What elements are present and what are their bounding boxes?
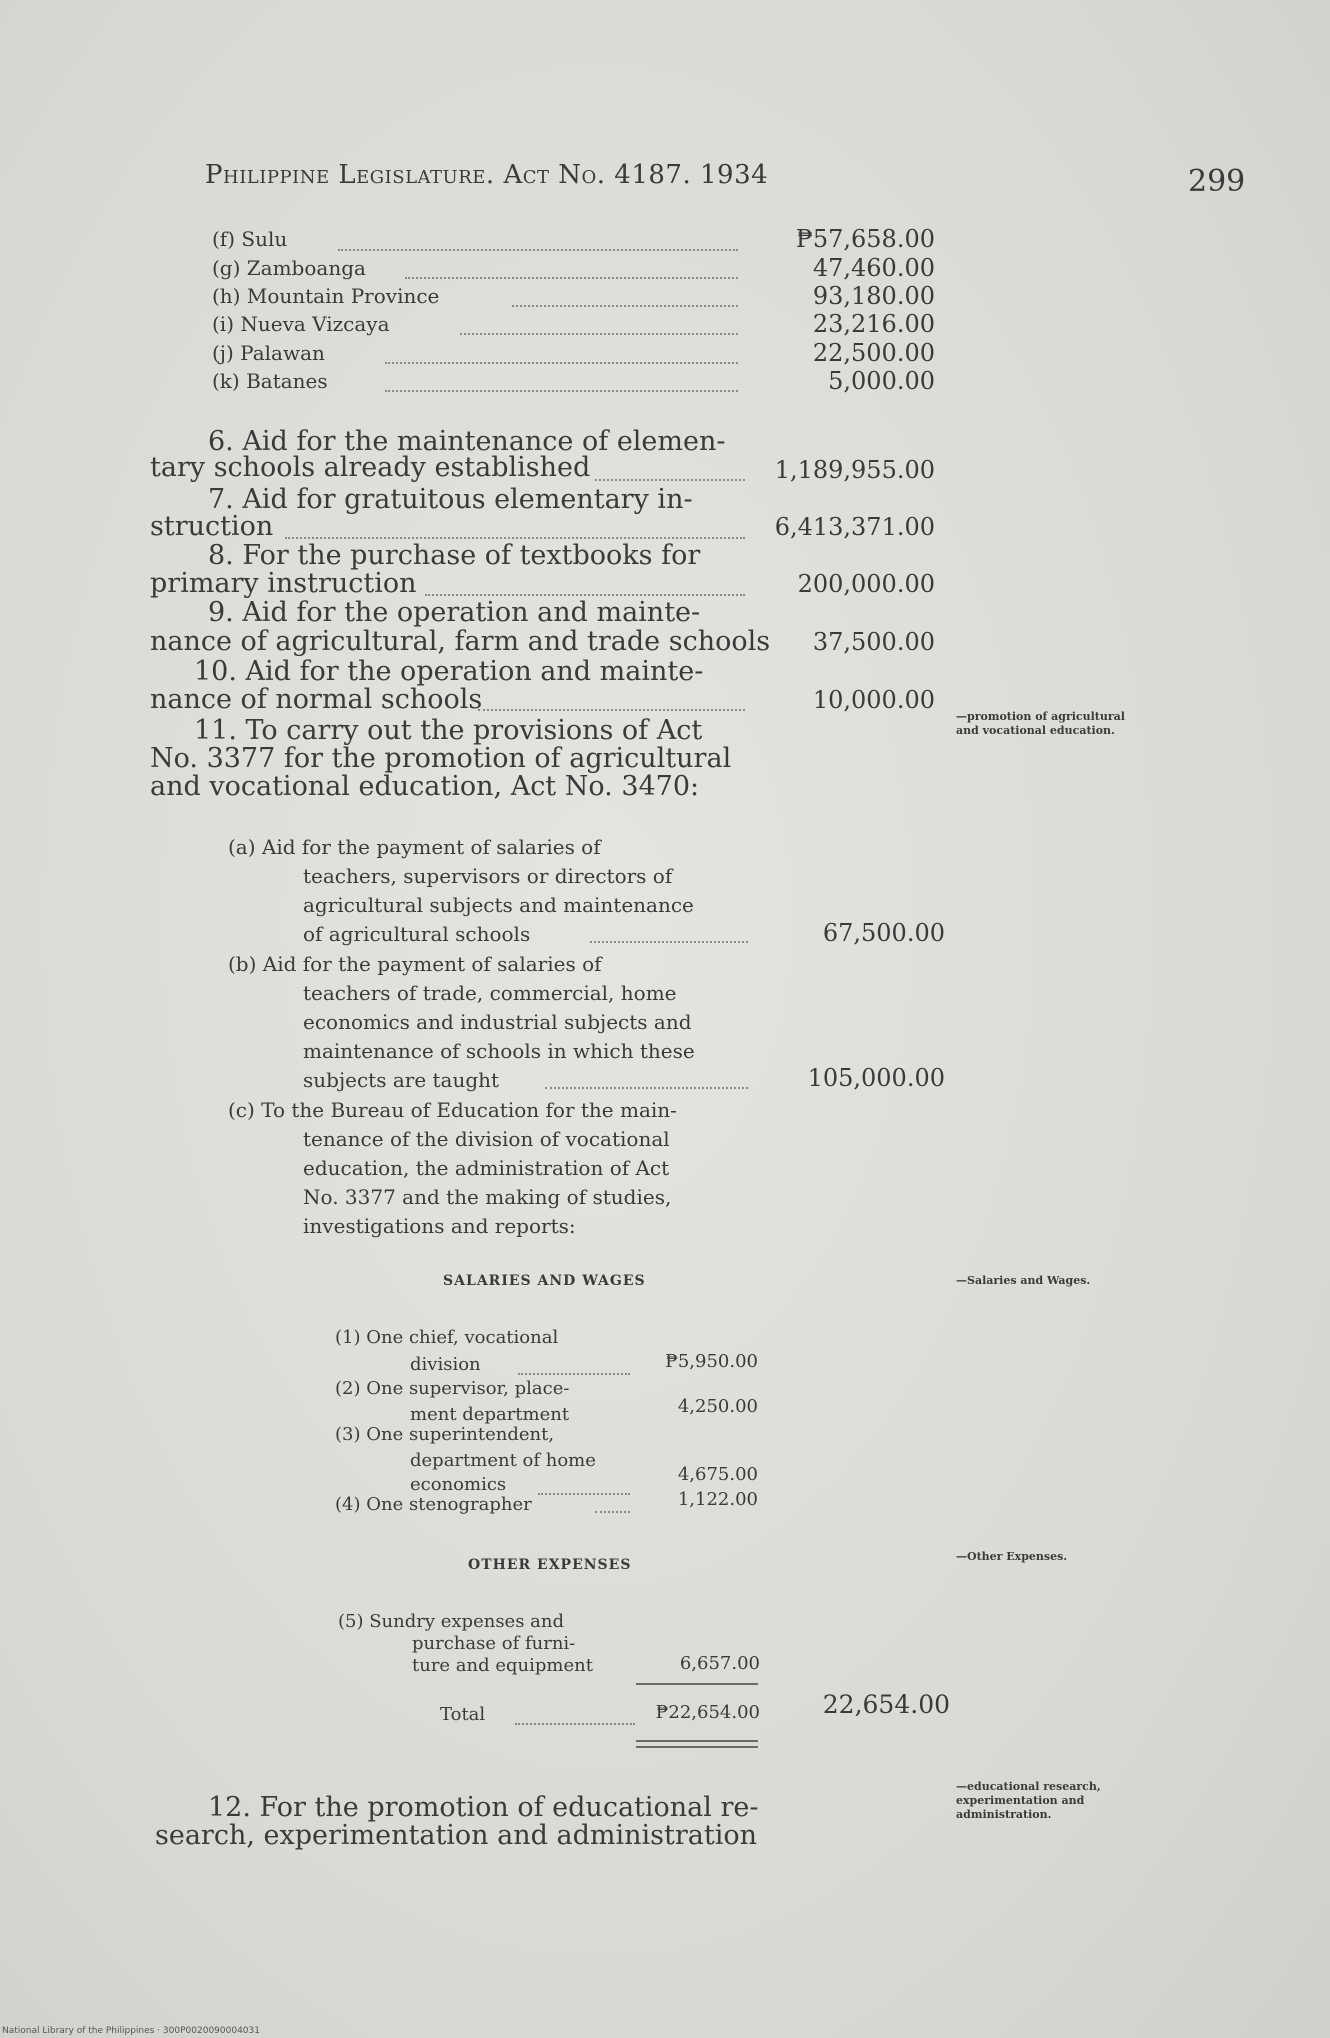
item-7-line-1: 7. Aid for gratuitous elementary in- <box>208 484 693 515</box>
other-5-line-2: purchase of furni- <box>412 1633 576 1654</box>
leader-dots <box>285 536 745 539</box>
item-10-amount: 10,000.00 <box>812 686 935 714</box>
subitem-c-line-4: No. 3377 and the making of studies, <box>303 1185 672 1209</box>
subitem-b-line-2: teachers of trade, commercial, home <box>303 981 677 1005</box>
total-double-rule-1 <box>636 1740 758 1742</box>
leader-dots <box>512 304 738 307</box>
salary-2-line-2: ment department <box>410 1404 570 1425</box>
leader-dots <box>405 276 738 279</box>
total-amount: ₱22,654.00 <box>655 1702 760 1723</box>
salary-4-line-1: (4) One stenographer <box>335 1494 532 1515</box>
salary-4-amount: 1,122.00 <box>677 1489 758 1510</box>
subitem-b-line-4: maintenance of schools in which these <box>303 1039 695 1063</box>
list-item-amount: 23,216.00 <box>812 310 935 338</box>
margin-note-research: —educational research, experimentation and administration. <box>956 1780 1101 1821</box>
leader-dots <box>460 332 738 335</box>
margin-note-salaries: —Salaries and Wages. <box>956 1274 1091 1287</box>
item-9-amount: 37,500.00 <box>812 628 935 656</box>
other-5-line-1: (5) Sundry expenses and <box>338 1611 565 1632</box>
subitem-b-line-5: subjects are taught <box>303 1068 500 1092</box>
leader-dots <box>538 1492 630 1495</box>
list-item: (i) Nueva Vizcaya <box>212 312 390 336</box>
list-item: (j) Palawan <box>212 341 325 365</box>
total-carried-amount: 22,654.00 <box>822 1690 950 1719</box>
salary-2-line-1: (2) One supervisor, place- <box>335 1378 570 1399</box>
subitem-c-line-1: (c) To the Bureau of Education for the main- <box>228 1098 677 1122</box>
other-5-amount: 6,657.00 <box>679 1653 760 1674</box>
subitem-b-line-3: economics and industrial subjects and <box>303 1010 692 1034</box>
item-10-line-2: nance of normal schools <box>150 684 483 715</box>
other-5-line-3: ture and equipment <box>412 1655 593 1676</box>
salary-3-amount: 4,675.00 <box>677 1464 758 1485</box>
total-rule <box>636 1683 758 1685</box>
other-expenses-heading: OTHER EXPENSES <box>468 1557 632 1573</box>
item-9-line-1: 9. Aid for the operation and mainte- <box>208 597 701 628</box>
leader-dots <box>425 593 745 596</box>
list-item-amount: 5,000.00 <box>828 367 935 395</box>
salary-1-amount: ₱5,950.00 <box>665 1351 758 1372</box>
subitem-a-line-4: of agricultural schools <box>303 922 531 946</box>
leader-dots <box>478 708 745 711</box>
leader-dots <box>338 248 738 251</box>
item-11-line-2: No. 3377 for the promotion of agricultural <box>150 743 732 774</box>
leader-dots <box>595 478 745 481</box>
running-header: Philippine Legislature. Act No. 4187. 1934 <box>205 160 769 190</box>
page-number: 299 <box>1188 164 1246 199</box>
list-item: (f) Sulu <box>212 227 288 251</box>
item-6-amount: 1,189,955.00 <box>774 456 935 484</box>
list-item-amount: 22,500.00 <box>812 339 935 367</box>
leader-dots <box>385 389 738 392</box>
leader-dots <box>518 1372 630 1375</box>
scan-footer: National Library of the Philippines · 300P0020090004031 <box>2 2026 260 2036</box>
salary-1-line-1: (1) One chief, vocational <box>335 1327 559 1348</box>
item-7-line-2: struction <box>150 511 274 542</box>
salary-3-line-2: department of home <box>410 1450 596 1471</box>
item-8-line-2: primary instruction <box>150 568 417 599</box>
list-item-amount: 93,180.00 <box>812 282 935 310</box>
leader-dots <box>515 1722 635 1725</box>
item-11-line-3: and vocational education, Act No. 3470: <box>150 771 700 802</box>
subitem-b-line-1: (b) Aid for the payment of salaries of <box>228 952 602 976</box>
item-10-line-1: 10. Aid for the operation and mainte- <box>194 656 704 687</box>
subitem-a-line-2: teachers, supervisors or directors of <box>303 864 673 888</box>
leader-dots <box>545 1086 748 1089</box>
subitem-a-line-3: agricultural subjects and maintenance <box>303 893 694 917</box>
item-9-line-2: nance of agricultural, farm and trade schools <box>150 626 771 657</box>
margin-note-vocational: —promotion of agricultural and vocational education. <box>956 710 1125 737</box>
leader-dots <box>595 1510 630 1513</box>
item-11-line-1: 11. To carry out the provisions of Act <box>194 715 703 746</box>
item-6-line-1: 6. Aid for the maintenance of elemen- <box>208 426 726 457</box>
list-item-amount: ₱57,658.00 <box>795 225 935 253</box>
subitem-a-amount: 67,500.00 <box>822 919 945 947</box>
subitem-c-line-5: investigations and reports: <box>303 1214 576 1238</box>
item-8-amount: 200,000.00 <box>797 570 935 598</box>
salary-3-line-1: (3) One superintendent, <box>335 1424 555 1445</box>
item-6-line-2: tary schools already established <box>150 452 591 483</box>
list-item: (k) Batanes <box>212 369 328 393</box>
list-item: (h) Mountain Province <box>212 284 440 308</box>
leader-dots <box>385 361 738 364</box>
leader-dots <box>590 940 748 943</box>
list-item: (g) Zamboanga <box>212 256 366 280</box>
salary-1-line-2: division <box>410 1354 481 1375</box>
total-double-rule-2 <box>636 1746 758 1748</box>
subitem-b-amount: 105,000.00 <box>807 1064 945 1092</box>
subitem-c-line-3: education, the administration of Act <box>303 1156 670 1180</box>
item-12-line-1: 12. For the promotion of educational re- <box>208 1792 759 1823</box>
salary-2-amount: 4,250.00 <box>677 1396 758 1417</box>
list-item-amount: 47,460.00 <box>812 254 935 282</box>
salary-3-line-3: economics <box>410 1474 507 1495</box>
item-8-line-1: 8. For the purchase of textbooks for <box>208 540 701 571</box>
item-12-line-2: search, experimentation and administration <box>155 1820 757 1851</box>
subitem-a-line-1: (a) Aid for the payment of salaries of <box>228 835 601 859</box>
salaries-heading: SALARIES AND WAGES <box>443 1273 646 1289</box>
total-label: Total <box>440 1704 486 1725</box>
item-7-amount: 6,413,371.00 <box>774 513 935 541</box>
margin-note-other-expenses: —Other Expenses. <box>956 1550 1068 1563</box>
subitem-c-line-2: tenance of the division of vocational <box>303 1127 670 1151</box>
